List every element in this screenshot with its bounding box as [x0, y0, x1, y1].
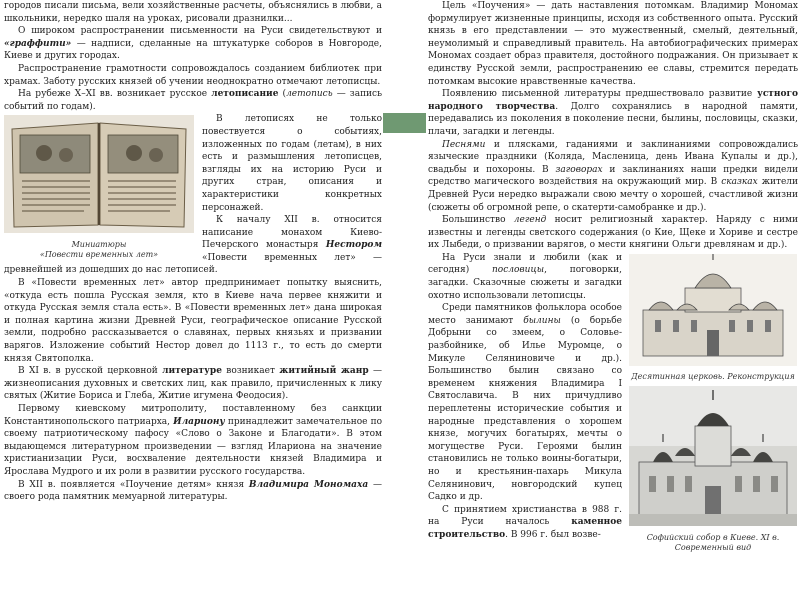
- paragraph: С принятием христианства в 988 г. на Руси началось каменное строительство. В 996 г. был возве-: [428, 504, 622, 540]
- term: литературе: [162, 366, 222, 377]
- paragraph: В XI в. в русской церковной литературе возникает житийный жанр — жизнеописания духовных и светских лиц, как правило, причисленных к лику святых (Житие Бориса и Глеба, Житие игумена Феодосия).: [4, 366, 382, 402]
- paragraph: В летописях не только повествуется о событиях, изложенных по годам (летам), в них есть и размышления летописцев, взгляды их на историю Руси и других стран, описания и характеристики конкретных персонажей.: [202, 114, 382, 213]
- figure-caption: Миниатюры «Повести временных лет»: [39, 239, 159, 259]
- name: Владимира Мономаха: [248, 479, 369, 490]
- name: Илариону: [173, 416, 225, 427]
- paragraph: На рубеже X–XI вв. возникает русское летописание (летопись — запись событий по годам).: [4, 89, 383, 112]
- paragraph: О широком распространении письменности на Руси свидетельствуют и «граффити» — надписи, сделанные на штукатурке соборов в Новгороде, Киеве и других городах.: [4, 26, 382, 62]
- paragraph: Появлению письменной литературы предшествовало развитие устного народного творчества. Долго сохранялись в народной памяти, передавались из поколения в поколение песни, былины, пословицы, сказки, плачи, загадки и легенды.: [428, 89, 798, 137]
- term: «граффити»: [4, 38, 72, 49]
- paragraph: В XII в. появляется «Поучение детям» князя Владимира Мономаха — своего рода памятник мемуарной литературы.: [4, 479, 382, 503]
- paragraph: В «Повести временных лет» автор предпринимает попытку выяснить, «откуда есть пошла Русская земля, кто в Киеве нача первее княжити и откуда Русская земля стала есть». В «Повести временных лет» дана широкая и полная картина жизни Древней Руси, географическое описание Русской земли, подробно рассказывается о славянах, первых князьях и призвании варягов. Изложение событий Нестор довел до 1113 г., то есть до смерти князя Святополка.: [4, 278, 382, 364]
- church-figures: [628, 254, 798, 553]
- paragraph: К началу XII в. относится написание монахом Киево-Печерского монастыря Нестором «Повести временных лет» — древнейшей из дошедших до нас летописей.: [4, 215, 382, 276]
- figure-caption: Десятинная церковь. Реконструкция: [631, 372, 795, 382]
- paragraph: На Руси знали и любили (как и сегодня) пословицы, поговорки, загадки. Сказочные сюжеты и загадки охотно использовали летописцы.: [428, 252, 622, 301]
- sophia-cathedral-photo: [629, 386, 797, 526]
- manuscript-image: [4, 115, 194, 233]
- paragraph: Цель «Поучения» — дать наставления потомкам. Владимир Мономах формулирует жизненные принципы, исходя из собственного опыта. Русский князь в его представлении — это мужественный, смелый, деятельный, неумолимый и справедливый правитель. На автобиографических примерах Мономах создает образ правителя, достойного подражания. Он призывает к единству Русской земли, распространению ее славы, стремится передать потомкам высокие нравственные качества.: [428, 1, 798, 87]
- left-page: [4, 0, 382, 600]
- page-tab-marker: [383, 113, 426, 133]
- manuscript-figure: [4, 115, 194, 260]
- term: устного народного творчества: [428, 89, 798, 112]
- paragraph: Первому киевскому митрополиту, поставленному без санкции Константинопольского патриарха, Илариону принадлежит замечательное по своему патриотическому пафосу «Слово о Законе и Благодати». В этом выдающемся литературном произведении — взгляд Илариона на значение христианизации Руси, восхваление деятельности князей Владимира и Ярослава Мудрого и их роли в развитии русского государства.: [4, 404, 382, 477]
- paragraph: Распространение грамотности сопровождалось созданием библиотек при храмах. Заботу русских князей об учении неоднократно отмечают летописцы.: [4, 63, 382, 87]
- paragraph: Большинство легенд носит религиозный характер. Наряду с ними известны и легенды светского содержания (о Кие, Щеке и Хориве и сестре их Лыбеди, о призвании варягов, о мести княгини Ольги древлянам и др.).: [428, 215, 798, 251]
- name: Нестором: [325, 240, 382, 251]
- term: каменное строительство: [428, 517, 622, 540]
- tithe-church-illustration: [629, 254, 797, 366]
- paragraph: Среди памятников фольклора особое место занимают былины (о борьбе Добрыни со змеем, о Соловье-разбойнике, об Илье Муромце, о Микуле Селяниновиче и др.). Большинство былин связано со временем княжения Владимира I Святославича. В них причудливо переплетены исторические события и народные представления о хорошем князе, могучих богатырях, мечты о могуществе Руси. Героями былин становились не только воины-богатыри, но и крестьянин-пахарь Микула Селянинович, новгородский купец Садко и др.: [428, 303, 622, 503]
- term: летописание: [211, 89, 279, 100]
- right-page: [428, 0, 798, 600]
- figure-caption: Софийский собор в Киеве. XI в. Современный вид: [646, 533, 780, 553]
- term: житийный жанр: [279, 366, 369, 377]
- paragraph: Песнями и плясками, гаданиями и заклинаниями сопровождались языческие праздники (Коляда, Масленица, день Ивана Купалы и др.), свадьбы и похороны. В заговорах и заклинаниях наши предки видели средство магического воздействия на окружающий мир. В сказках жители Древней Руси нередко выражали свою мечту о хорошей, счастливой жизни (сюжеты об огромной репе, о скатерти-самобранке и др.).: [428, 139, 798, 213]
- paragraph: городов писали письма, вели хозяйственные расчеты, объяснялись в любви, а школьники, нередко шаля на уроках, рисовали дразнилки...: [4, 1, 382, 24]
